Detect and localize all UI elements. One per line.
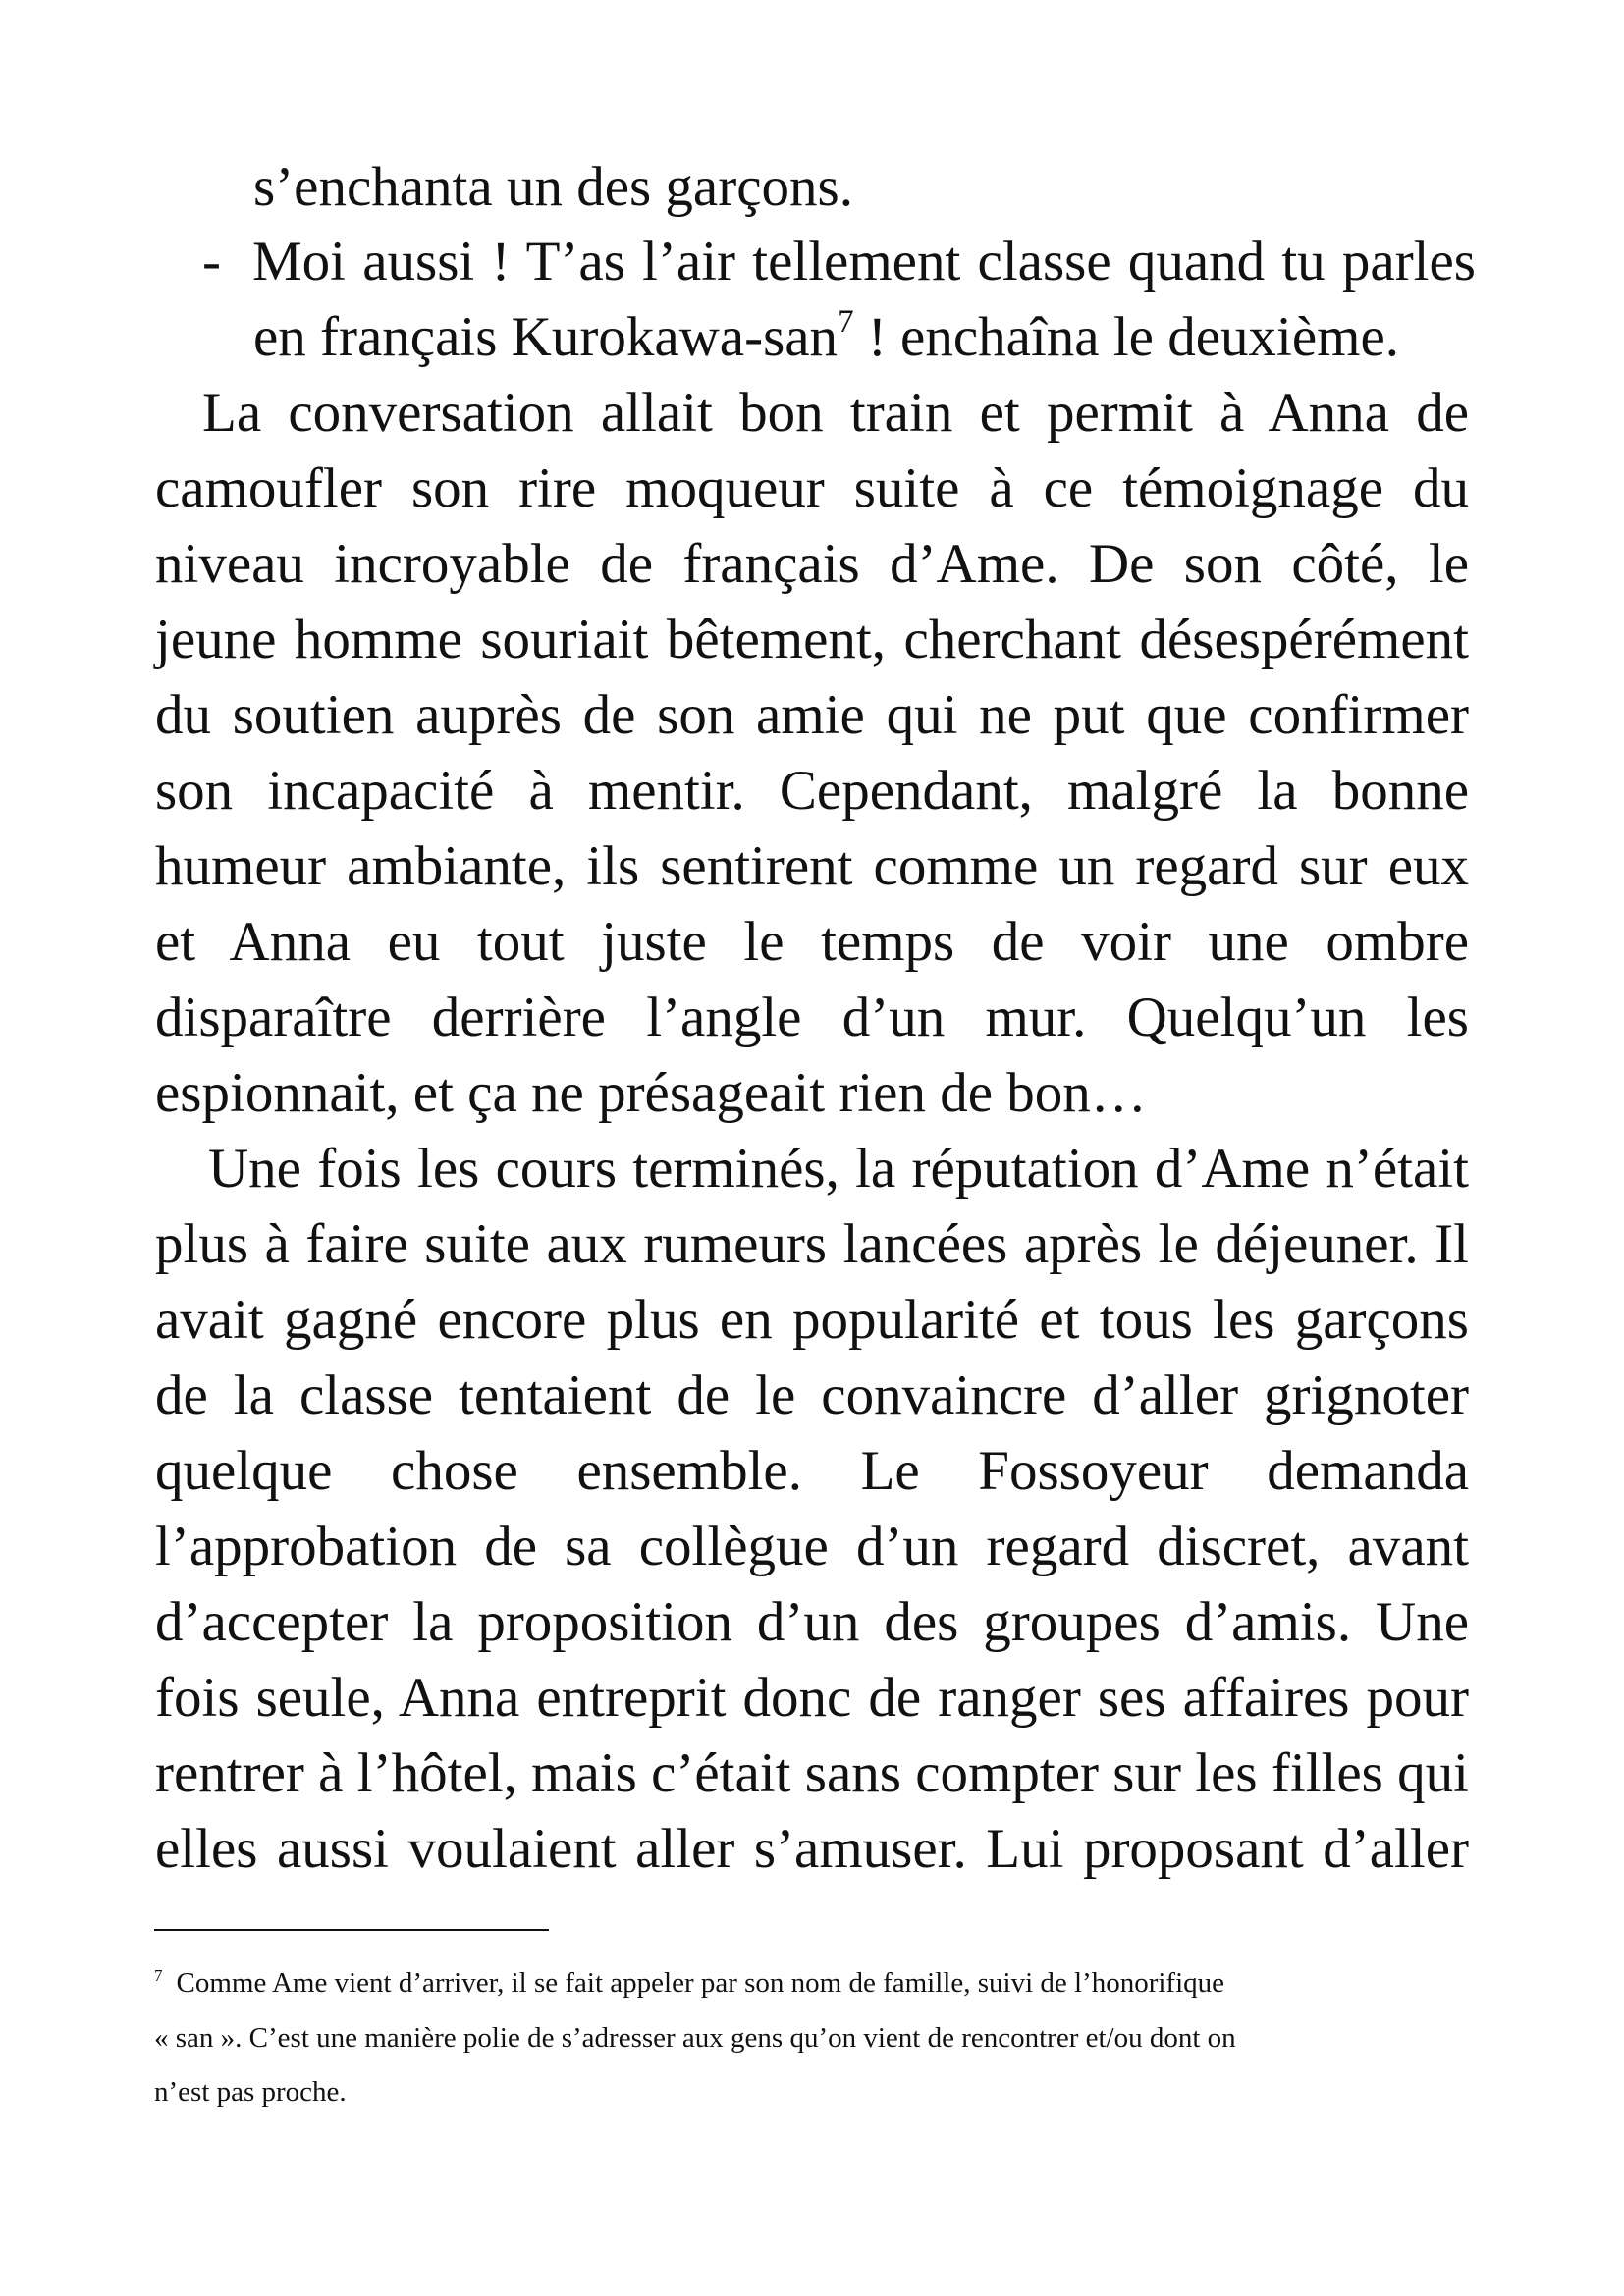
footnote-separator bbox=[154, 1929, 549, 1931]
body-line bbox=[253, 304, 1400, 368]
body-line: et Anna eu tout juste le temps de voir une ombre bbox=[155, 911, 1469, 973]
footnote-text: Comme Ame vient d’arriver, il se fait appeler par son nom de famille, suivi de l’honorifique bbox=[176, 1967, 1225, 1999]
body-line: son incapacité à mentir. Cependant, malgré la bonne bbox=[155, 760, 1469, 822]
footnote-line bbox=[154, 1966, 1225, 1999]
footnote-line: n’est pas proche. bbox=[154, 2076, 347, 2108]
body-line: quelque chose ensemble. Le Fossoyeur demanda bbox=[155, 1440, 1469, 1502]
body-line: camoufler son rire moqueur suite à ce témoignage du bbox=[155, 457, 1469, 519]
body-line: disparaître derrière l’angle d’un mur. Quelqu’un les bbox=[155, 987, 1469, 1048]
dialogue-dash: - bbox=[202, 231, 221, 293]
paragraph-last-line: espionnait, et ça ne présageait rien de bon… bbox=[155, 1062, 1147, 1124]
body-line-text: en français Kurokawa-san bbox=[253, 306, 839, 368]
body-line: fois seule, Anna entreprit donc de ranger ses affaires pour bbox=[155, 1667, 1469, 1729]
body-line: rentrer à l’hôtel, mais c’était sans compter sur les filles qui bbox=[155, 1742, 1469, 1804]
footnote-reference[interactable]: 7 bbox=[838, 304, 854, 340]
footnote-line: « san ». C’est une manière polie de s’adresser aux gens qu’on vient de rencontrer et/ou dont on bbox=[154, 2022, 1236, 2054]
paragraph-first-line: La conversation allait bon train et permit à Anna de bbox=[202, 382, 1469, 444]
body-line: de la classe tentaient de le convaincre d’aller grignoter bbox=[155, 1364, 1469, 1426]
body-line: humeur ambiante, ils sentirent comme un regard sur eux bbox=[155, 835, 1469, 897]
body-line-text: ! enchaîna le deuxième. bbox=[853, 306, 1400, 368]
body-line: jeune homme souriait bêtement, cherchant désespérément bbox=[155, 609, 1469, 670]
body-line: avait gagné encore plus en popularité et tous les garçons bbox=[155, 1289, 1469, 1351]
body-line: elles aussi voulaient aller s’amuser. Lui proposant d’aller bbox=[155, 1818, 1469, 1880]
paragraph-first-line: Une fois les cours terminés, la réputation d’Ame n’était bbox=[208, 1138, 1469, 1200]
body-line: l’approbation de sa collègue d’un regard discret, avant bbox=[155, 1516, 1469, 1577]
body-line: s’enchanta un des garçons. bbox=[253, 156, 853, 218]
body-line: du soutien auprès de son amie qui ne put que confirmer bbox=[155, 684, 1469, 746]
body-line: Moi aussi ! T’as l’air tellement classe quand tu parles bbox=[252, 231, 1476, 293]
footnote-number: 7 bbox=[154, 1966, 163, 1985]
body-line: niveau incroyable de français d’Ame. De son côté, le bbox=[155, 533, 1469, 595]
body-line: plus à faire suite aux rumeurs lancées après le déjeuner. Il bbox=[155, 1213, 1469, 1275]
body-line: d’accepter la proposition d’un des groupes d’amis. Une bbox=[155, 1591, 1469, 1653]
